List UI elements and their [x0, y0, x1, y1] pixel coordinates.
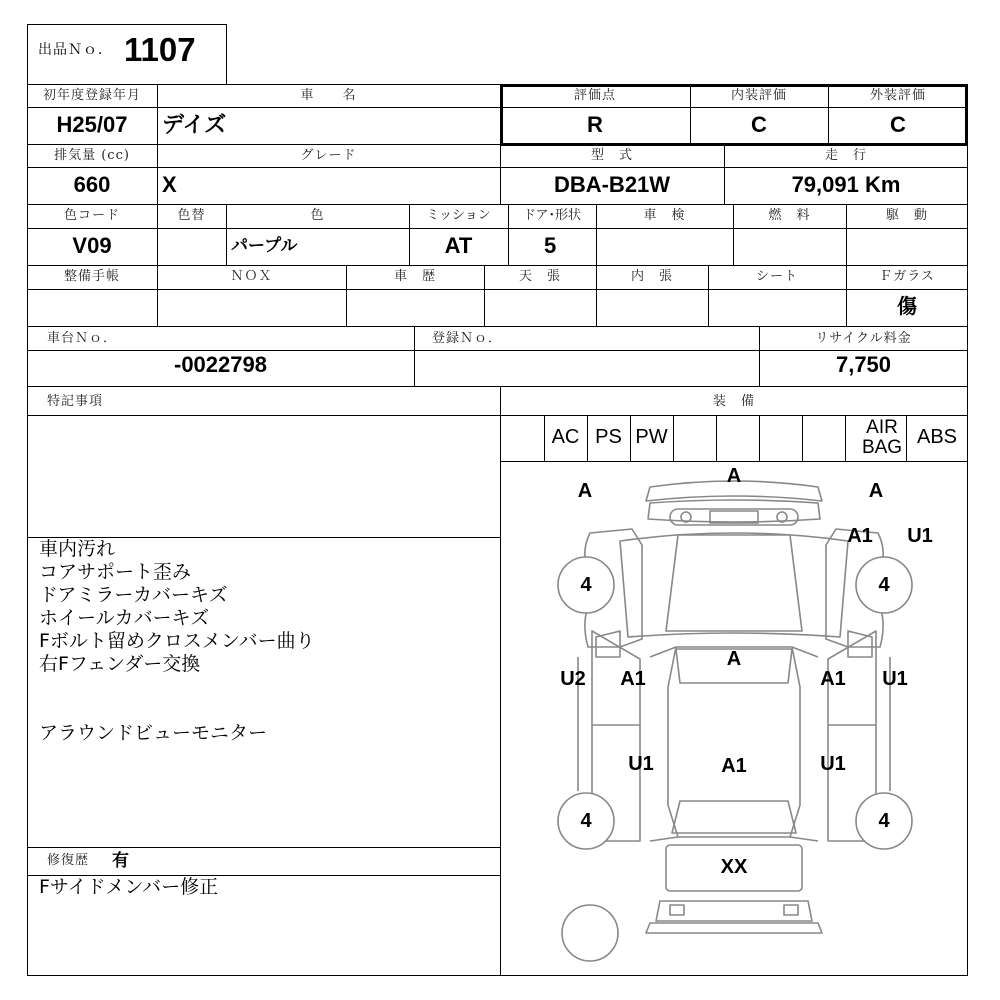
chassis-number-value: -0022798 [174, 352, 267, 377]
equipment-slot-7 [759, 417, 802, 460]
equipment-slot-5 [673, 417, 716, 460]
rear-window-outline [672, 801, 796, 833]
mark-right-pillar: U1 [882, 668, 908, 690]
cabin-outline [668, 647, 800, 837]
grade-value: X [162, 172, 177, 197]
mark-right-fender-a1: A1 [847, 525, 873, 547]
label-interior-grade: 内装評価 [730, 88, 787, 103]
mileage-value: 79,091 Km [791, 172, 901, 197]
mark-front-left-corner: A [577, 480, 593, 502]
mark-rear-gate: XX [720, 856, 748, 878]
equipment-airbag: AIR BAG [861, 417, 903, 458]
remarks-list [39, 538, 315, 745]
color-code-value: V09 [72, 233, 112, 258]
transmission-value: AT [444, 233, 473, 258]
mark-hood: A [726, 648, 742, 670]
label-repair-history: 修復歴 [47, 853, 90, 868]
equipment-slot-6 [716, 417, 759, 460]
remark-line: 車内汚れ [39, 538, 116, 560]
windshield-outline [666, 535, 802, 631]
mark-front-bumper: A [726, 465, 742, 487]
label-remarks: 特記事項 [47, 394, 104, 409]
equipment-pw: PW [635, 426, 668, 448]
label-seat: シート [755, 269, 798, 284]
label-model: 型 式 [590, 148, 633, 163]
label-service-book: 整備手帳 [63, 269, 120, 284]
mark-right-rear-tire: 4 [878, 810, 890, 832]
label-front-glass: Ｆガラス [879, 269, 935, 284]
label-score: 評価点 [573, 88, 616, 103]
displacement-value: 660 [73, 172, 111, 197]
exterior-grade-value: C [890, 112, 906, 137]
equipment-slot-1 [500, 417, 544, 460]
mark-front-right-corner: A [868, 480, 884, 502]
label-displacement: 排気量 (cc) [54, 148, 130, 163]
mark-right-rear-door: U1 [820, 753, 846, 775]
label-mileage: 走 行 [824, 148, 867, 163]
label-nox: ＮＯＸ [230, 269, 273, 284]
doors-value: 5 [544, 233, 557, 258]
car-name-value: デイズ [162, 112, 227, 137]
remark-line [39, 699, 315, 722]
label-chassis-number: 車台Ｎｏ． [47, 331, 118, 346]
color-value: パープル [231, 236, 298, 255]
label-registration-number: 登録Ｎｏ． [432, 331, 503, 346]
mark-left-front-door: A1 [620, 668, 646, 690]
equipment-ac: AC [551, 426, 580, 448]
recycle-fee-value: 7,750 [835, 352, 892, 377]
label-color-change: 色替 [177, 208, 206, 223]
mark-left-rear-door: U1 [628, 753, 654, 775]
label-transmission: ミッション [426, 208, 491, 223]
label-fuel: 燃 料 [768, 208, 811, 223]
label-roof-lining: 天 張 [518, 269, 561, 284]
label-exterior-grade: 外装評価 [869, 88, 926, 103]
label-interior-lining: 内 張 [630, 269, 673, 284]
rear-bumper-outline [656, 901, 812, 921]
label-equipment: 装 備 [712, 394, 755, 409]
equipment-abs: ABS [916, 426, 958, 448]
spare-tire-outline [562, 905, 618, 961]
mark-left-rear-tire: 4 [580, 810, 592, 832]
remark-line: ホイールカバーキズ [39, 607, 210, 629]
label-drive: 駆 動 [885, 208, 928, 223]
remark-line: アラウンドビューモニター [39, 722, 268, 744]
label-history: 車 歴 [393, 269, 436, 284]
front-glass-value: 傷 [897, 296, 917, 318]
interior-grade-value: C [751, 112, 767, 137]
repair-line: Fサイドメンバー修正 [39, 876, 219, 898]
mark-left-pillar: U2 [560, 668, 586, 690]
label-color-code: 色コード [63, 208, 120, 223]
mark-roof: A1 [721, 755, 747, 777]
label-doors: ドア･形状 [522, 208, 582, 223]
label-recycle-fee: リサイクル料金 [815, 331, 912, 346]
equipment-ps: PS [595, 426, 622, 448]
remark-line: 右Fフェンダー交換 [39, 653, 201, 675]
label-car-name: 車 名 [300, 88, 357, 103]
label-color: 色 [310, 208, 325, 223]
label-first-registration: 初年度登録年月 [42, 88, 141, 103]
repair-history-value: 有 [112, 851, 129, 871]
remark-line: Fボルト留めクロスメンバー曲り [39, 630, 315, 652]
remark-line: ドアミラーカバーキズ [39, 584, 228, 606]
lot-number-label: 出品Ｎｏ． [38, 42, 113, 58]
hood-outline [620, 533, 848, 637]
equipment-slot-8 [802, 417, 845, 460]
first-registration-value: H25/07 [56, 112, 128, 137]
score-value: R [587, 112, 603, 137]
model-value: DBA-B21W [553, 172, 671, 197]
mark-right-front-tire: 4 [878, 574, 890, 596]
label-inspection: 車 検 [643, 208, 686, 223]
label-grade: グレード [300, 148, 357, 163]
mark-left-front-tire: 4 [580, 574, 592, 596]
lot-number: 1107 [124, 31, 196, 68]
mark-right-front-door: A1 [820, 668, 846, 690]
remark-line: コアサポート歪み [39, 561, 192, 583]
mark-right-fender-u1: U1 [907, 525, 933, 547]
remark-line [39, 676, 315, 699]
repair-list [39, 876, 218, 899]
